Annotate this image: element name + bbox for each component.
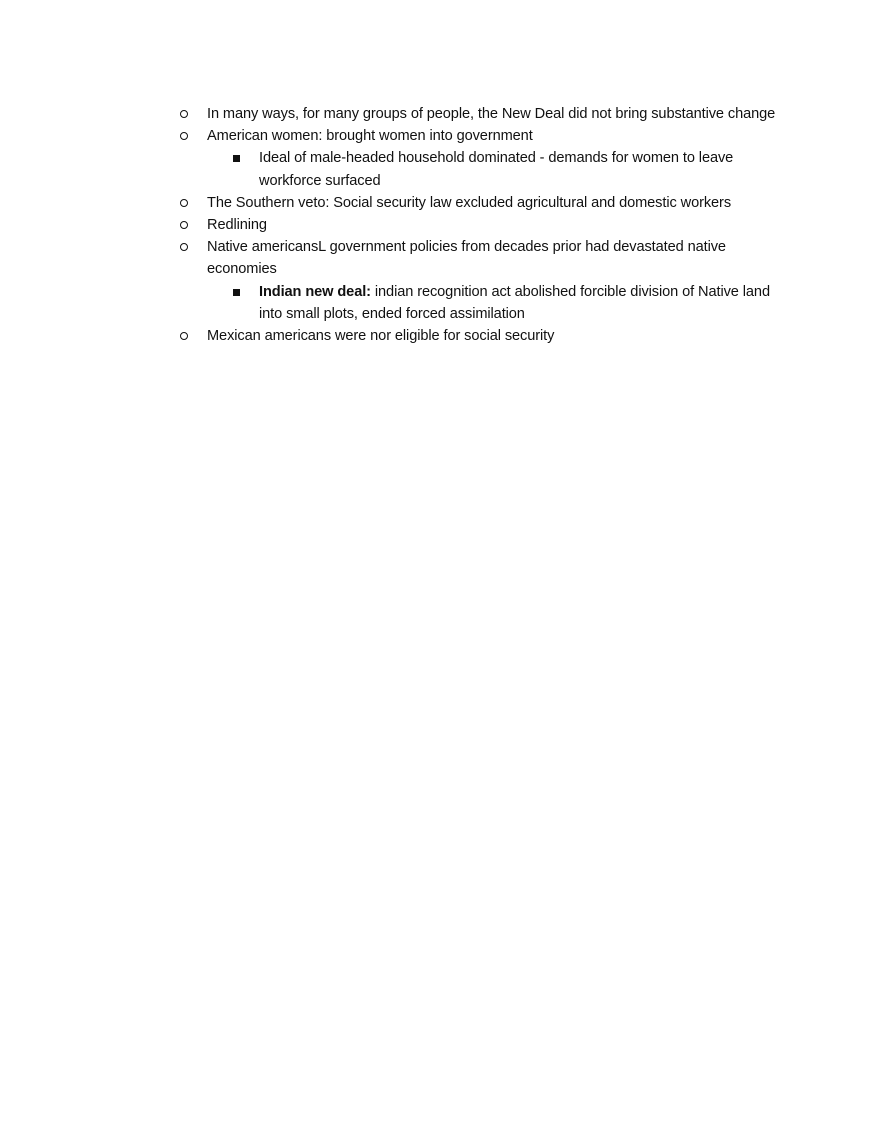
list-item-text: Native americansL government policies from decades prior had devastated native economies (207, 239, 726, 278)
sub-list-item (180, 147, 780, 191)
list-item-text: Ideal of male-headed household dominated - demands for women to leave workforce surfaced (259, 150, 734, 189)
list-item-text: The Southern veto: Social security law excluded agricultural and domestic workers (207, 194, 732, 211)
filled-square-bullet-icon (233, 289, 240, 296)
list-item (180, 214, 780, 236)
list-item (180, 236, 780, 280)
hollow-circle-bullet-icon (180, 243, 188, 251)
hollow-circle-bullet-icon (180, 332, 188, 340)
list-item-bold-lead: Indian new deal: (259, 283, 371, 300)
list-item-text: American women: brought women into government (207, 128, 533, 145)
list-item-text: Mexican americans were nor eligible for social security (207, 328, 555, 345)
list-item-rest-text: indian recognition act abolished forcible division of Native land into small plots, ended forced assimilation (259, 283, 770, 322)
hollow-circle-bullet-icon (180, 199, 188, 207)
notes-list (180, 103, 780, 347)
hollow-circle-bullet-icon (180, 132, 188, 140)
list-item (180, 125, 780, 147)
sub-list-item (180, 281, 780, 325)
list-item (180, 103, 780, 125)
list-item (180, 325, 780, 347)
list-item (180, 192, 780, 214)
hollow-circle-bullet-icon (180, 221, 188, 229)
list-item-text: In many ways, for many groups of people, the New Deal did not bring substantive change (207, 106, 776, 122)
list-item-text (259, 281, 780, 325)
filled-square-bullet-icon (233, 155, 240, 162)
list-item-text: Redlining (207, 217, 267, 234)
hollow-circle-bullet-icon (180, 110, 188, 118)
